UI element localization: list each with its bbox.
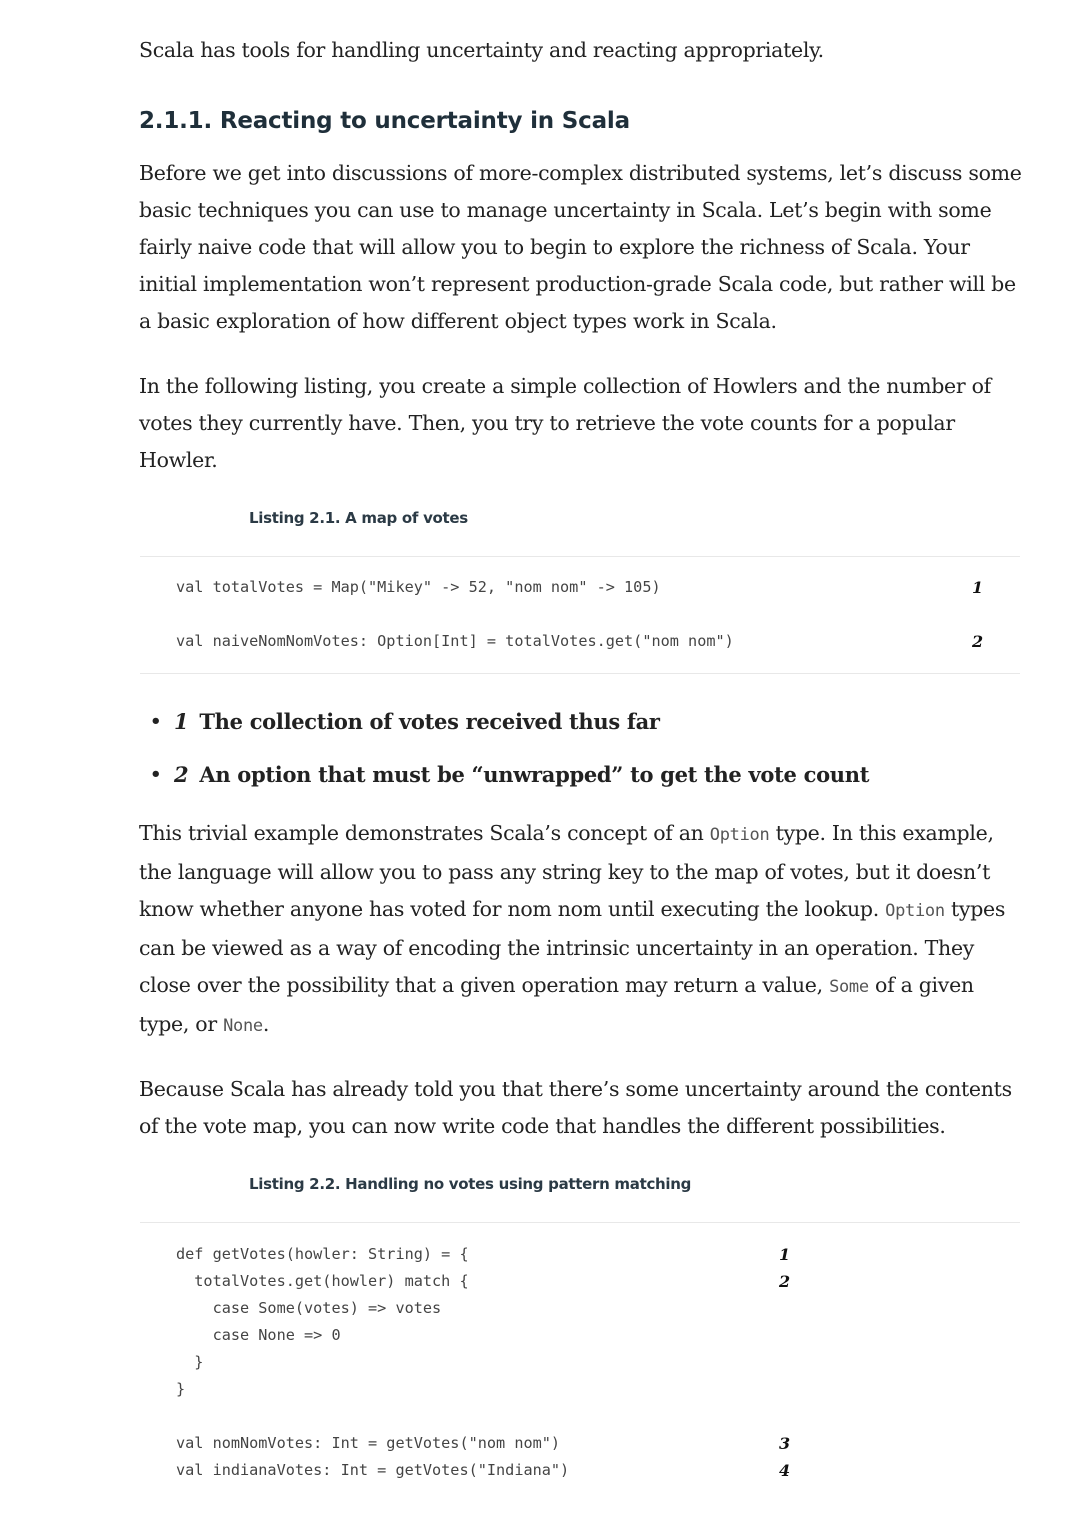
code-annotation-marker: 3	[779, 1434, 791, 1453]
code-annotation-marker: 4	[779, 1461, 791, 1480]
code-annotation-marker: 1	[779, 1245, 791, 1264]
code-annotation-marker: 2	[972, 632, 984, 651]
code-block-top-rule	[140, 556, 1020, 557]
bullet-icon: •	[150, 711, 162, 732]
listing-2-2-caption: Listing 2.2. Handling no votes using pattern matching	[249, 1175, 692, 1193]
inline-code-option: Option	[709, 825, 770, 845]
code-line: val naiveNomNomVotes: Option[Int] = totalVotes.get("nom nom")	[176, 632, 734, 650]
paragraph-handle-possibilities: Because Scala has already told you that there’s some uncertainty around the contents of the vote map, you can now write code that handles the different possibilities.	[139, 1077, 1012, 1138]
paragraph-option-type: This trivial example demonstrates Scala’s concept of an Option type. In this example, the language will allow you to pass any string key to the map of votes, but it doesn’t know whether anyone has voted for nom nom until executing the lookup. Option types can be viewed as a way of encoding the intrinsic uncertainty in an operation. They close over the possibility that a given operation may return a value, Some of a given type, or None.	[139, 821, 1006, 1036]
annotation-item: • 1 The collection of votes received thus far	[150, 695, 869, 748]
code-line: def getVotes(howler: String) = {	[176, 1245, 469, 1263]
code-line: val nomNomVotes: Int = getVotes("nom nom")	[176, 1434, 561, 1452]
code-annotation-marker: 2	[779, 1272, 791, 1291]
annotation-list	[150, 695, 869, 801]
code-block-bottom-rule	[140, 673, 1020, 674]
paragraph-listing-intro: In the following listing, you create a simple collection of Howlers and the number of votes they currently have. Then, you try to retrieve the vote counts for a popular Howler.	[139, 374, 991, 472]
code-line: val indianaVotes: Int = getVotes("Indiana")	[176, 1461, 570, 1479]
paragraph-basic-techniques: Before we get into discussions of more-complex distributed systems, let’s discuss some basic techniques you can use to manage uncertainty in Scala. Let’s begin with some fairly naive code that will allow you to begin to explore the richness of Scala. Your initial implementation won’t represent production-grade Scala code, but rather will be a basic exploration of how different object types work in Scala.	[139, 161, 1022, 333]
code-block-top-rule	[140, 1222, 1020, 1223]
section-heading: 2.1.1. Reacting to uncertainty in Scala	[139, 108, 630, 134]
code-line: val totalVotes = Map("Mikey" -> 52, "nom nom" -> 105)	[176, 578, 661, 596]
listing-2-1-caption: Listing 2.1. A map of votes	[249, 509, 468, 527]
code-line: case Some(votes) => votes	[176, 1299, 442, 1317]
code-annotation-marker: 1	[972, 578, 984, 597]
annotation-item: • 2 An option that must be “unwrapped” to get the vote count	[150, 748, 869, 801]
code-line: case None => 0	[176, 1326, 341, 1344]
inline-code-option: Option	[885, 901, 945, 921]
code-line: }	[176, 1353, 204, 1371]
code-line: }	[176, 1380, 186, 1398]
inline-code-some: Some	[829, 977, 869, 997]
bullet-icon: •	[150, 764, 162, 785]
code-line: totalVotes.get(howler) match {	[176, 1272, 469, 1290]
intro-paragraph: Scala has tools for handling uncertainty and reacting appropriately.	[139, 38, 824, 62]
inline-code-none: None	[223, 1016, 263, 1036]
